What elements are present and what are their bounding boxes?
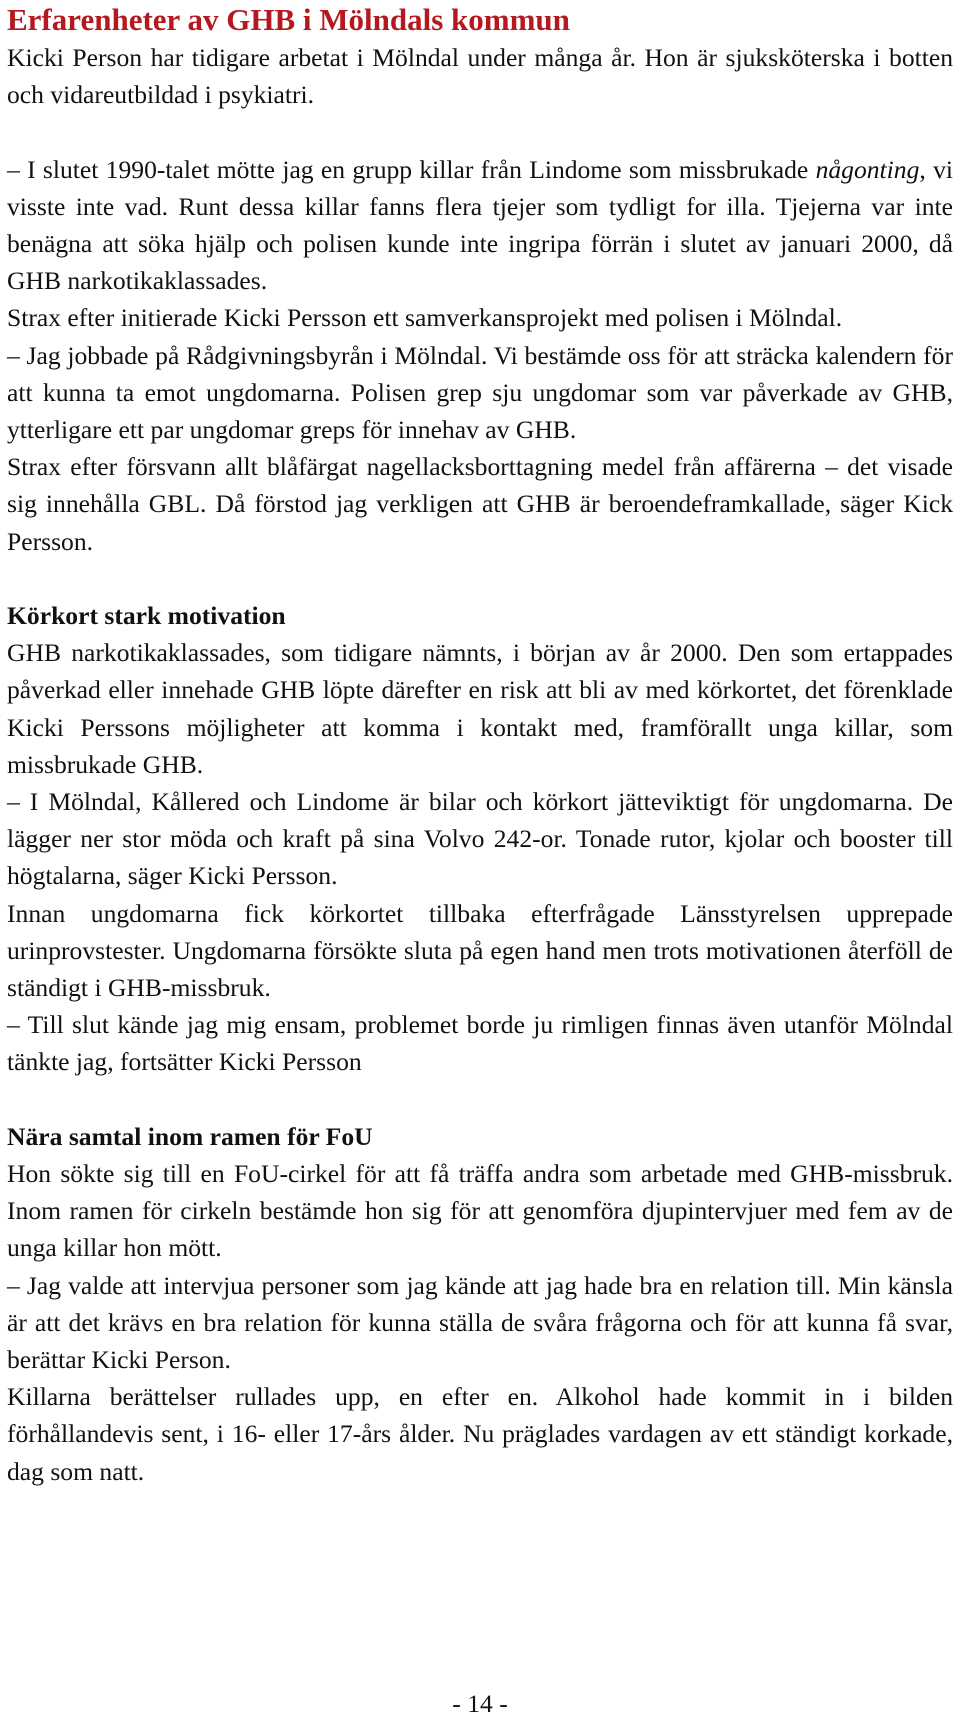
blank-line (7, 113, 953, 150)
paragraph: GHB narkotikaklassades, som tidigare nämnts, i början av år 2000. Den som ertappades påverkad eller innehade GHB löpte därefter en risk att bli av med körkortet, det förenklade Kicki Perssons möjligheter att komma i kontakt med, framförallt unga killar, som missbrukade GHB. (7, 638, 953, 779)
paragraph: Innan ungdomarna fick körkortet tillbaka efterfrågade Länsstyrelsen upprepade urinprovstester. Ungdomarna försökte sluta på egen hand men trots motivationen återföll de ständigt i GHB-missbruk. (7, 898, 953, 1003)
section-heading: Körkort stark motivation (7, 601, 286, 631)
paragraph: – Till slut kände jag mig ensam, problemet borde ju rimligen finnas även utanför Mölndal tänkte jag, fortsätter Kicki Persson (7, 1010, 953, 1077)
paragraph-text: – I slutet 1990-talet mötte jag en grupp killar från Lindome som missbrukade (7, 154, 816, 184)
paragraph: Kicki Person har tidigare arbetat i Mölndal under många år. Hon är sjuksköterska i botten och vidareutbildad i psykiatri. (7, 43, 953, 110)
paragraph-text: , vi visste inte vad. Runt dessa killar fanns flera tjejer som tydligt for illa. Tjejerna var inte benägna att söka hjälp och polisen kunde inte ingripa förrän i slutet av januari 2000, då GHB narkotikaklassades. (7, 154, 953, 296)
paragraph: – Jag valde att intervjua personer som jag kände att jag hade bra en relation till. Min känsla är att det krävs en bra relation för kunna ställa de svåra frågorna och för att kunna få svar, berättar Kicki Person. (7, 1270, 953, 1375)
document-title: Erfarenheter av GHB i Mölndals kommun (7, 2, 570, 37)
blank-line (7, 1081, 953, 1118)
paragraph: Hon sökte sig till en FoU-cirkel för att få träffa andra som arbetade med GHB-missbruk. Inom ramen för cirkeln bestämde hon sig för att genomföra djupintervjuer med fem av de unga killar hon mött. (7, 1159, 953, 1263)
paragraph: – I Mölndal, Kållered och Lindome är bilar och körkort jätteviktigt för ungdomarna. De lägger ner stor möda och kraft på sina Volvo 242-or. Tonade rutor, kjolar och booster till högtalarna, säger Kicki Persson. (7, 787, 953, 891)
page-number: - 14 - (452, 1689, 508, 1718)
paragraph: – Jag jobbade på Rådgivningsbyrån i Mölndal. Vi bestämde oss för att sträcka kalendern för att kunna ta emot ungdomarna. Polisen grep sju ungdomar som var påverkade av GHB, ytterligare ett par ungdomar greps för innehav av GHB. (7, 340, 953, 445)
paragraph (7, 151, 953, 300)
italic-word: någonting (815, 154, 920, 184)
paragraph: Killarna berättelser rullades upp, en efter en. Alkohol hade kommit in i bilden förhållandevis sent, i 16- eller 17-års ålder. Nu präglades vardagen av ett ständigt korkade, dag som natt. (7, 1382, 953, 1486)
section-heading: Nära samtal inom ramen för FoU (7, 1121, 373, 1151)
paragraph: Strax efter försvann allt blåfärgat nagellacksborttagning medel från affärerna – det visade sig innehålla GBL. Då förstod jag verkligen att GHB är beroendeframkallade, säger Kick Persson. (7, 452, 953, 556)
document-page (7, 0, 953, 1490)
blank-line (7, 560, 953, 597)
paragraph: Strax efter initierade Kicki Persson ett samverkansprojekt med polisen i Mölndal. (7, 303, 843, 333)
